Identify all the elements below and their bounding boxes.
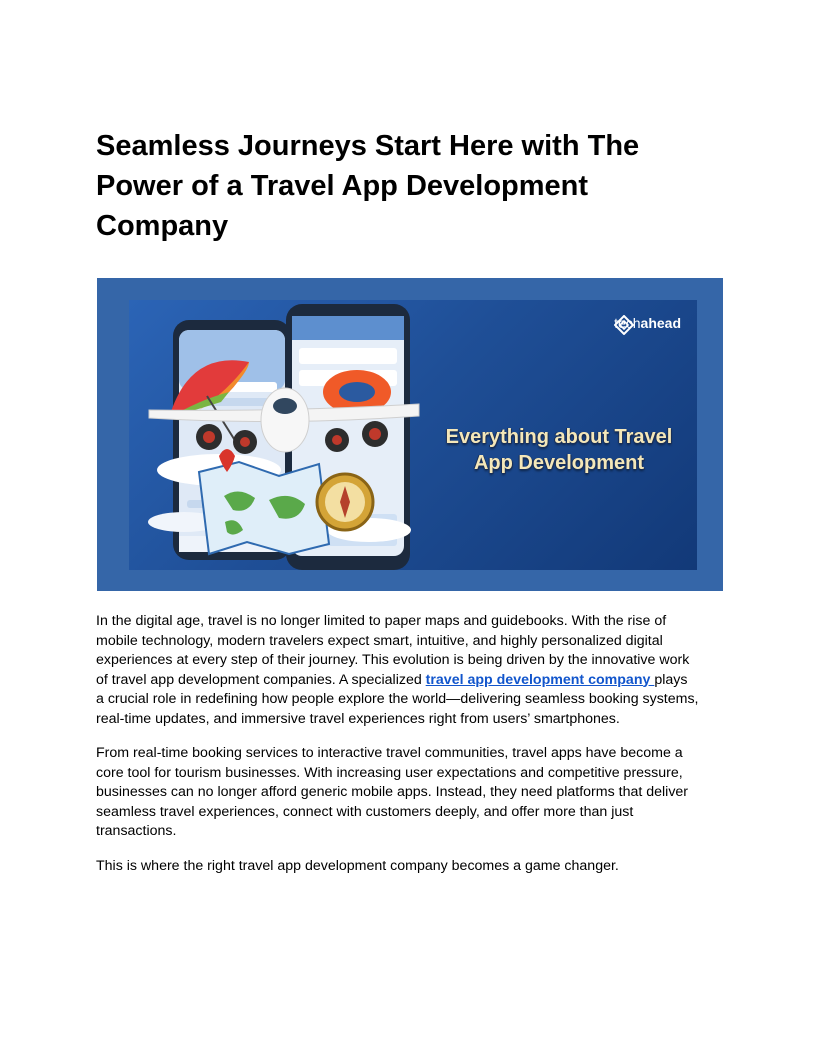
paragraph-line: From real-time booking services to interactive travel communities, travel apps have become a [96,745,683,761]
hero-heading-line: App Development [473,452,645,474]
techahead-logo-icon [614,315,634,335]
hero-banner [129,300,697,570]
title-line: Power of a Travel App Development [96,170,589,202]
hero-heading [409,424,697,476]
paragraph-text: plays [654,671,688,688]
intro-paragraph [96,612,724,729]
closing-paragraph [96,857,724,877]
paragraph-line: seamless travel experiences, connect with customers deeply, and offer more than just [96,803,634,820]
title-line: Seamless Journeys Start Here with The [96,130,640,162]
techahead-logo [614,315,681,331]
paragraph-line: experiences at every step of their journey. This evolution is being driven by the innovative work [96,652,690,668]
brand-text-bold: ahead [640,315,681,331]
hero-heading-line: Everything about Travel [445,426,673,448]
page-title [96,126,736,246]
hero-image [97,278,723,591]
paragraph-line [96,671,724,691]
compass-illustration [317,474,373,530]
travel-app-development-link[interactable]: travel app development company [425,671,655,688]
brand-text-light: tech [614,315,641,331]
paragraph-line: mobile technology, modern travelers expect smart, intuitive, and highly personalized digital [96,632,663,649]
paragraph-line: core tool for tourism businesses. With increasing user expectations and competitive pressure, [96,764,683,781]
second-paragraph [96,744,724,842]
paragraph-line: This is where the right travel app development company becomes a game changer. [96,858,619,874]
paragraph-line: a crucial role in redefining how people explore the world—delivering seamless booking systems, [96,691,699,707]
title-line: Company [96,210,229,242]
paragraph-line: businesses can no longer afford generic mobile apps. Instead, they need platforms that deliver [96,784,689,800]
paragraph-line: real-time updates, and immersive travel experiences right from users’ smartphones. [96,710,620,727]
paragraph-line: In the digital age, travel is no longer limited to paper maps and guidebooks. With the rise of [96,613,667,629]
paragraph-text: of travel app development companies. A specialized [96,671,426,688]
paragraph-line: transactions. [96,823,177,839]
